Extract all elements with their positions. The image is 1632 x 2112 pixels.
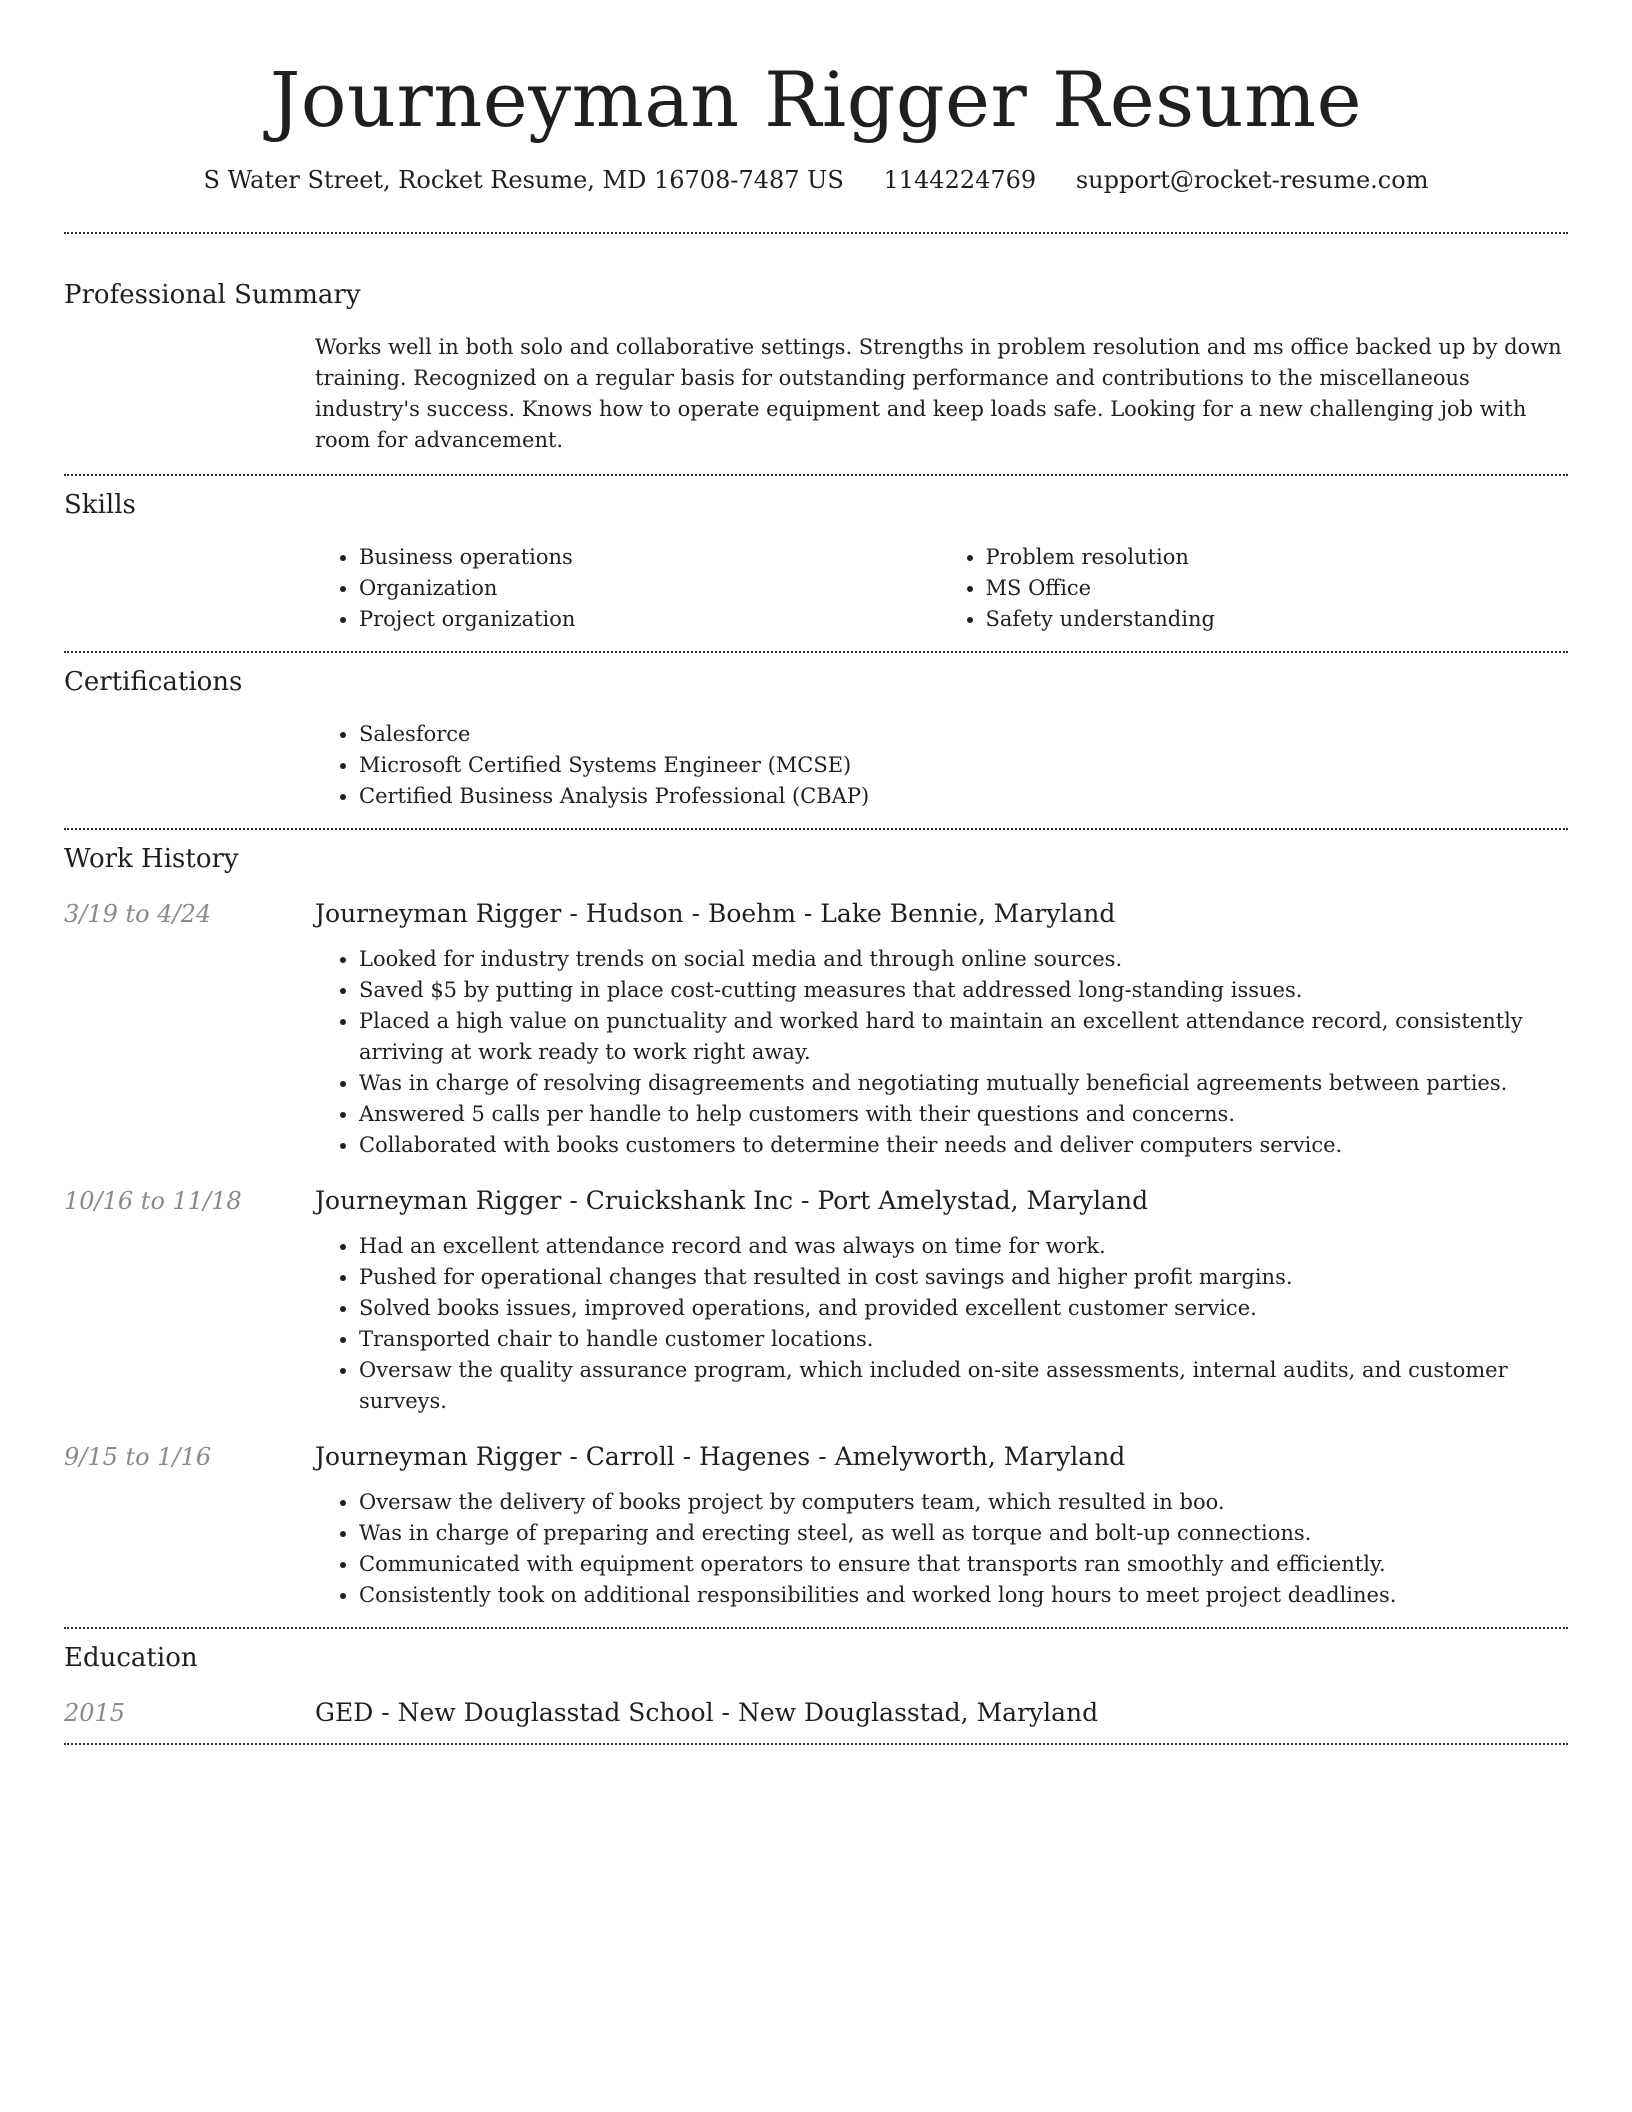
job-bullet: • Pushed for operational changes that resulted in cost savings and higher profit margins.	[359, 1262, 1568, 1293]
job-dates: 10/16 to 11/18	[64, 1187, 242, 1215]
section-title-skills: Skills	[64, 490, 136, 520]
skills-column-right	[942, 542, 1569, 635]
job-title: Journeyman Rigger - Cruickshank Inc - Port Amelystad, Maryland	[315, 1186, 1149, 1215]
job-bullets	[315, 1231, 1568, 1417]
resume-header	[64, 0, 1568, 196]
education-degree: GED - New Douglasstad School - New Douglasstad, Maryland	[315, 1698, 1099, 1727]
job-bullet: • Consistently took on additional responsibilities and worked long hours to meet project deadlines.	[359, 1580, 1568, 1611]
resume-page	[64, 0, 1568, 1745]
education-entry	[64, 1697, 1568, 1743]
skills-section	[64, 476, 1568, 651]
certification-item: • Certified Business Analysis Professional (CBAP)	[359, 781, 1568, 812]
skill-item: • Business operations	[359, 542, 942, 573]
job-bullets	[315, 944, 1568, 1161]
skill-item: • Safety understanding	[986, 604, 1569, 635]
section-title-education: Education	[64, 1643, 198, 1673]
resume-title: Journeyman Rigger Resume	[269, 55, 1363, 144]
section-title-work-history: Work History	[64, 844, 239, 874]
skill-item: • Project organization	[359, 604, 942, 635]
skill-item: • Organization	[359, 573, 942, 604]
job-bullet: • Was in charge of preparing and erecting steel, as well as torque and bolt-up connections.	[359, 1518, 1568, 1549]
job-bullet: • Collaborated with books customers to determine their needs and deliver computers service.	[359, 1130, 1568, 1161]
skills-column-left	[315, 542, 942, 635]
job-title: Journeyman Rigger - Carroll - Hagenes - Amelyworth, Maryland	[315, 1442, 1126, 1471]
job-bullet: • Solved books issues, improved operations, and provided excellent customer service.	[359, 1293, 1568, 1324]
job-bullet: • Was in charge of resolving disagreements and negotiating mutually beneficial agreements between parties.	[359, 1068, 1568, 1099]
job-entry	[64, 1185, 1568, 1417]
work-history-section	[64, 830, 1568, 1627]
job-bullet: • Looked for industry trends on social media and through online sources.	[359, 944, 1568, 975]
skill-item: • MS Office	[986, 573, 1569, 604]
job-bullet: • Answered 5 calls per handle to help customers with their questions and concerns.	[359, 1099, 1568, 1130]
education-section	[64, 1629, 1568, 1743]
address: S Water Street, Rocket Resume, MD 16708-7487 US	[203, 166, 844, 194]
skills-list	[315, 522, 1568, 651]
job-bullet: • Oversaw the quality assurance program, which included on-site assessments, internal audits, and customer surveys.	[359, 1355, 1568, 1417]
summary-section	[64, 234, 1568, 474]
job-bullet: • Saved $5 by putting in place cost-cutting measures that addressed long-standing issues.	[359, 975, 1568, 1006]
job-bullet: • Oversaw the delivery of books project by computers team, which resulted in boo.	[359, 1487, 1568, 1518]
divider	[64, 1743, 1568, 1745]
section-title-certifications: Certifications	[64, 667, 243, 697]
job-bullet: • Transported chair to handle customer locations.	[359, 1324, 1568, 1355]
certification-item: • Microsoft Certified Systems Engineer (MCSE)	[359, 750, 1568, 781]
job-bullet: • Had an excellent attendance record and was always on time for work.	[359, 1231, 1568, 1262]
certifications-section	[64, 653, 1568, 828]
job-dates: 3/19 to 4/24	[64, 900, 212, 928]
job-bullet: • Placed a high value on punctuality and worked hard to maintain an excellent attendance record, consistently arriving at work ready to work right away.	[359, 1006, 1568, 1068]
job-bullet: • Communicated with equipment operators to ensure that transports ran smoothly and efficiently.	[359, 1549, 1568, 1580]
job-bullets	[315, 1487, 1568, 1611]
contact-line	[64, 164, 1568, 196]
certification-item: • Salesforce	[359, 719, 1568, 750]
job-entry	[64, 898, 1568, 1161]
job-entry	[64, 1441, 1568, 1627]
phone: 1144224769	[883, 166, 1037, 194]
skill-item: • Problem resolution	[986, 542, 1569, 573]
job-title: Journeyman Rigger - Hudson - Boehm - Lake Bennie, Maryland	[315, 899, 1116, 928]
summary-text: Works well in both solo and collaborative settings. Strengths in problem resolution and ms office backed up by down training. Recognized on a regular basis for outstanding performance and contributions to the miscellaneous industry's success. Knows how to operate equipment and keep loads safe. Looking for a new challenging job with room for advancement.	[315, 335, 1562, 452]
section-title-summary: Professional Summary	[64, 280, 361, 310]
job-dates: 9/15 to 1/16	[64, 1443, 212, 1471]
email: support@rocket-resume.com	[1075, 166, 1429, 194]
education-year: 2015	[64, 1699, 126, 1727]
certifications-list	[315, 699, 1568, 828]
